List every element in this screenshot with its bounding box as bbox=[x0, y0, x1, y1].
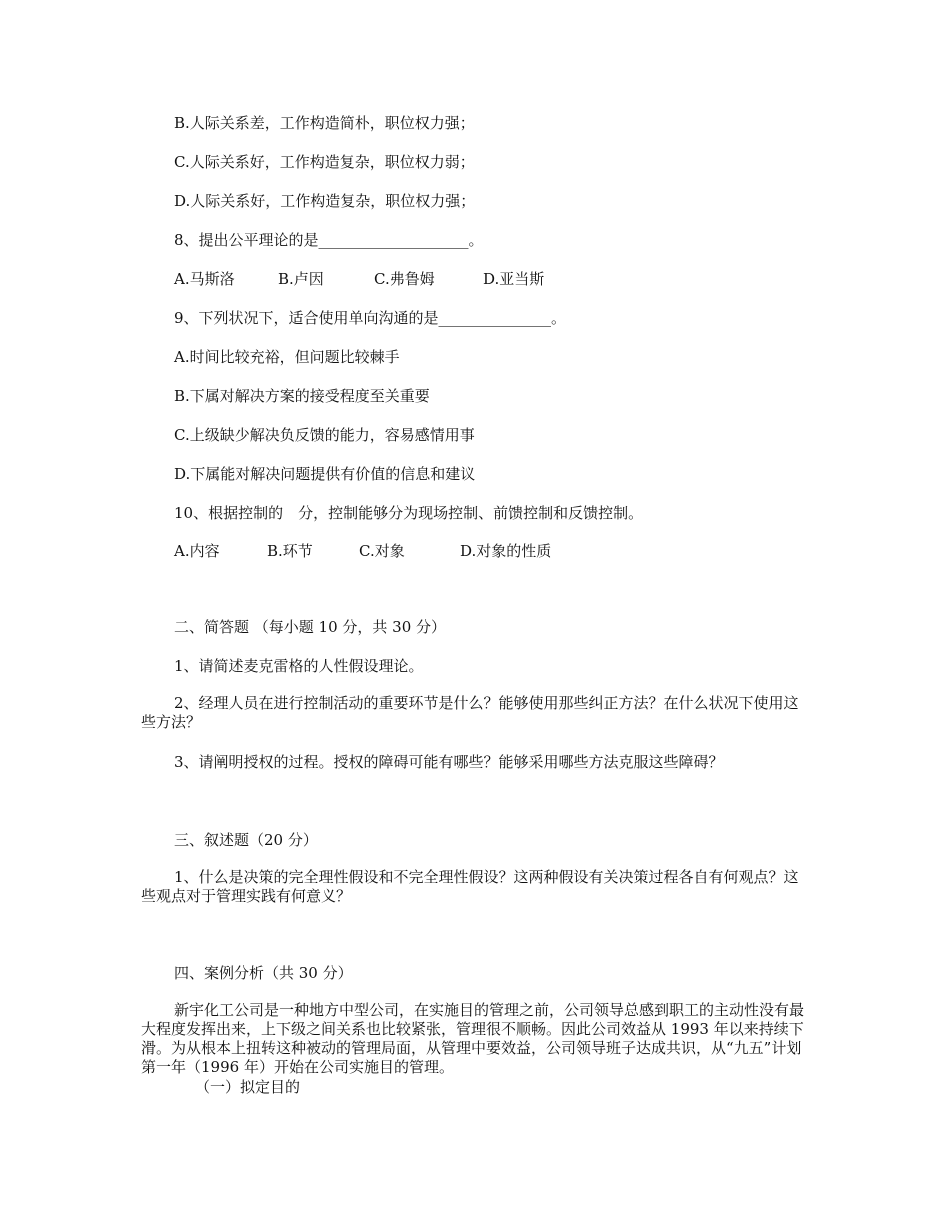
q8-option-b: B.卢因 bbox=[278, 270, 324, 288]
section-3-heading: 三、叙述题（20 分） bbox=[174, 831, 318, 849]
section-2-question-3: 3、请阐明授权的过程。授权的障碍可能有哪些？能够采用哪些方法克服这些障碍？ bbox=[174, 753, 724, 771]
q8-options bbox=[174, 270, 544, 288]
case-subheading-1: （一）拟定目的 bbox=[195, 1078, 301, 1096]
q8-option-a: A.马斯洛 bbox=[174, 270, 235, 288]
q10-stem: 10、根据控制的 分，控制能够分为现场控制、前馈控制和反馈控制。 bbox=[174, 504, 644, 522]
section-2-heading: 二、简答题 （每小题 10 分，共 30 分） bbox=[174, 618, 447, 636]
q8-stem: 8、提出公平理论的是____________________。 bbox=[174, 231, 484, 249]
q9-option-d: D.下属能对解决问题提供有价值的信息和建议 bbox=[174, 465, 476, 483]
case-paragraph: 新宇化工公司是一种地方中型公司，在实施目的管理之前，公司领导总感到职工的主动性没有最大程度发挥出来，上下级之间关系也比较紧张，管理很不顺畅。因此公司效益从 1993 年以来持续下滑。为从根本上扭转这种被动的管理局面，从管理中要效益，公司领导班子达成共识，从“九五”计划第一年（1996 年）开始在公司实施目的管理。 bbox=[141, 1001, 805, 1076]
q9-option-a: A.时间比较充裕，但问题比较棘手 bbox=[174, 348, 400, 366]
q10-option-c: C.对象 bbox=[359, 542, 405, 560]
q7-option-b: B.人际关系差，工作构造简朴，职位权力强； bbox=[174, 114, 475, 132]
q10-option-d: D.对象的性质 bbox=[460, 542, 552, 560]
q10-option-b: B.环节 bbox=[267, 542, 313, 560]
section-4-heading: 四、案例分析（共 30 分） bbox=[174, 964, 353, 982]
q9-option-b: B.下属对解决方案的接受程度至关重要 bbox=[174, 387, 430, 405]
q10-option-a: A.内容 bbox=[174, 542, 220, 560]
q9-option-c: C.上级缺少解决负反馈的能力，容易感情用事 bbox=[174, 426, 475, 444]
section-2-question-2: 2、经理人员在进行控制活动的重要环节是什么？能够使用那些纠正方法？在什么状况下使用这些方法？ bbox=[141, 694, 799, 731]
q9-stem: 9、下列状况下，适合使用单向沟通的是_______________。 bbox=[174, 309, 567, 327]
section-3-question-1: 1、什么是决策的完全理性假设和不完全理性假设？这两种假设有关决策过程各自有何观点？这些观点对于管理实践有何意义？ bbox=[141, 868, 799, 905]
q10-options bbox=[174, 542, 551, 560]
section-2-question-1: 1、请简述麦克雷格的人性假设理论。 bbox=[174, 657, 424, 675]
q7-option-c: C.人际关系好，工作构造复杂，职位权力弱； bbox=[174, 153, 475, 171]
q8-option-d: D.亚当斯 bbox=[483, 270, 545, 288]
q7-option-d: D.人际关系好，工作构造复杂，职位权力强； bbox=[174, 192, 476, 210]
q8-option-c: C.弗鲁姆 bbox=[374, 270, 435, 288]
